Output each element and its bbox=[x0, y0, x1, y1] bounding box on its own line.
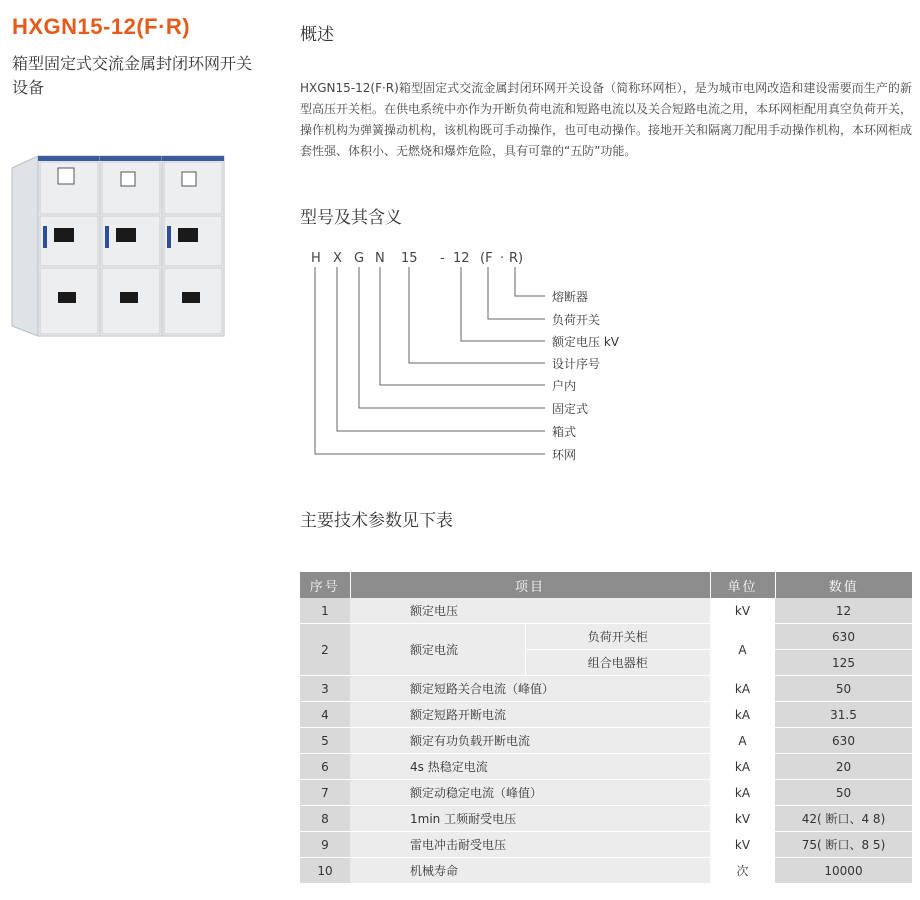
cell-value: 50 bbox=[775, 780, 912, 806]
cell-value: 31.5 bbox=[775, 702, 912, 728]
overview-text: HXGN15-12(F·R)箱型固定式交流金属封闭环网开关设备（简称环网柜），是为城市电网改造和建设需要而生产的新型高压开关柜。在供电系统中亦作为开断负荷电流和短路电流以及关合短路电流之用，本环网柜配用真空负荷开关，操作机构为弹簧操动机构，该机构既可手动操作，也可电动操作。接地开关和隔离刀配用手动操作机构，本环网柜成套性强、体积小、无燃烧和爆炸危险，具有可靠的“五防”功能。 bbox=[300, 81, 913, 158]
meaning-design-serial: 设计序号 bbox=[552, 357, 601, 371]
cell-seq: 1 bbox=[300, 598, 350, 624]
cell-value: 630 bbox=[775, 728, 912, 754]
code-letter-15: 15 bbox=[401, 251, 418, 266]
model-code-diagram bbox=[300, 245, 640, 470]
cell-seq: 3 bbox=[300, 676, 350, 702]
cell-item: 额定电流 bbox=[350, 624, 525, 676]
cell-unit: kA bbox=[710, 780, 775, 806]
cell-seq: 6 bbox=[300, 754, 350, 780]
meaning-load-switch: 负荷开关 bbox=[552, 313, 601, 327]
table-row bbox=[300, 676, 912, 702]
cabinet-1 bbox=[38, 156, 100, 336]
table-row bbox=[300, 806, 912, 832]
cell-unit: kV bbox=[710, 806, 775, 832]
cell-item: 雷电冲击耐受电压 bbox=[350, 832, 710, 858]
table-row bbox=[300, 702, 912, 728]
cell-seq: 8 bbox=[300, 806, 350, 832]
cell-seq: 7 bbox=[300, 780, 350, 806]
code-letter-x: X bbox=[333, 251, 342, 266]
cell-seq: 10 bbox=[300, 858, 350, 884]
code-dot: · bbox=[500, 251, 505, 266]
cell-seq: 5 bbox=[300, 728, 350, 754]
table-row bbox=[300, 598, 912, 624]
cell-unit: kA bbox=[710, 702, 775, 728]
cell-subitem: 组合电器柜 bbox=[525, 650, 710, 676]
code-letter-h: H bbox=[311, 251, 321, 266]
meaning-fixed: 固定式 bbox=[552, 402, 589, 416]
cell-value: 50 bbox=[775, 676, 912, 702]
cell-unit: A bbox=[710, 624, 775, 676]
cell-value: 42( 断口、4 8) bbox=[775, 806, 912, 832]
cell-value: 125 bbox=[775, 650, 912, 676]
table-row bbox=[300, 858, 912, 884]
cabinet-2 bbox=[100, 156, 162, 336]
product-subtitle: 箱型固定式交流金属封闭环网开关设备 bbox=[12, 54, 253, 97]
cell-item: 4s 热稳定电流 bbox=[350, 754, 710, 780]
cell-unit: A bbox=[710, 728, 775, 754]
code-letter-g: G bbox=[354, 251, 365, 266]
cabinet-3 bbox=[162, 156, 224, 336]
params-table bbox=[300, 572, 912, 884]
header-unit: 单位 bbox=[710, 572, 775, 598]
header-item: 项目 bbox=[350, 572, 710, 598]
cell-seq: 2 bbox=[300, 624, 350, 676]
table-row bbox=[300, 728, 912, 754]
cell-unit: kV bbox=[710, 832, 775, 858]
cell-unit: kA bbox=[710, 754, 775, 780]
params-heading: 主要技术参数见下表 bbox=[300, 511, 453, 531]
cell-unit: kV bbox=[710, 598, 775, 624]
code-dash: - bbox=[440, 251, 445, 266]
header-value: 数值 bbox=[775, 572, 912, 598]
header-seq: 序号 bbox=[300, 572, 350, 598]
meaning-fuse: 熔断器 bbox=[552, 290, 589, 304]
overview-heading: 概述 bbox=[300, 25, 334, 45]
cell-seq: 9 bbox=[300, 832, 350, 858]
cell-value: 630 bbox=[775, 624, 912, 650]
cell-value: 10000 bbox=[775, 858, 912, 884]
cell-item: 额定电压 bbox=[350, 598, 710, 624]
table-header-row bbox=[300, 572, 912, 598]
meaning-box-type: 箱式 bbox=[552, 425, 577, 439]
meaning-ring-network: 环网 bbox=[552, 448, 577, 462]
cell-item: 额定短路开断电流 bbox=[350, 702, 710, 728]
meaning-rated-voltage: 额定电压 kV bbox=[552, 335, 619, 349]
code-letter-r: R) bbox=[509, 251, 524, 266]
product-title: HXGN15-12(F·R) bbox=[12, 14, 191, 39]
cell-unit: kA bbox=[710, 676, 775, 702]
cell-unit: 次 bbox=[710, 858, 775, 884]
cell-item: 额定短路关合电流（峰值） bbox=[350, 676, 710, 702]
cell-value: 20 bbox=[775, 754, 912, 780]
switchgear-image bbox=[10, 150, 235, 345]
model-code-heading: 型号及其含义 bbox=[300, 208, 402, 228]
cell-item: 机械寿命 bbox=[350, 858, 710, 884]
table-row bbox=[300, 780, 912, 806]
table-row bbox=[300, 754, 912, 780]
table-row bbox=[300, 624, 912, 650]
cell-subitem: 负荷开关柜 bbox=[525, 624, 710, 650]
code-letter-n: N bbox=[375, 251, 385, 266]
table-row bbox=[300, 832, 912, 858]
cell-item: 额定动稳定电流（峰值） bbox=[350, 780, 710, 806]
code-letter-12: 12 bbox=[453, 251, 470, 266]
cell-value: 75( 断口、8 5) bbox=[775, 832, 912, 858]
cell-value: 12 bbox=[775, 598, 912, 624]
cell-item: 额定有功负载开断电流 bbox=[350, 728, 710, 754]
meaning-indoor: 户内 bbox=[552, 379, 577, 393]
cell-seq: 4 bbox=[300, 702, 350, 728]
cell-item: 1min 工频耐受电压 bbox=[350, 806, 710, 832]
code-letter-f: (F bbox=[480, 251, 493, 266]
